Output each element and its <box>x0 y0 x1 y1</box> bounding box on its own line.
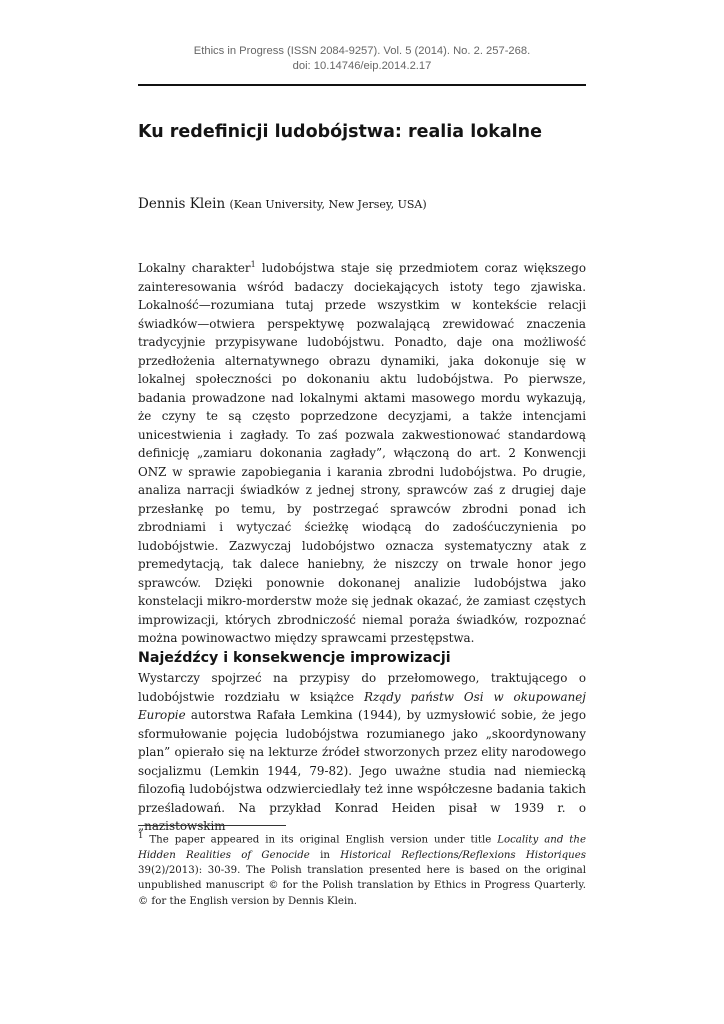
section-text-rest: autorstwa Rafała Lemkina (1944), by uzmysłowić sobie, że jego sformułowanie pojęcia ludobójstwa rozumianego jako „skoordynowany plan” opierało się na lekturze źródeł stworzonych przez elity narodowego socjalizmu (Lemkin 1944, 79-82). Jego uważne studia nad niemiecką filozofią ludobójstwa odzwierciedlały też inne współczesne badania takich prześladowań. Na przykład Konrad Heiden pisał w 1939 r. o „nazistowskim <box>138 708 586 833</box>
journal-citation: Ethics in Progress (ISSN 2084-9257). Vol. 5 (2014). No. 2. 257-268. <box>193 45 531 57</box>
running-header <box>138 44 586 74</box>
abstract-text-start: Lokalny charakter <box>138 261 251 275</box>
abstract-paragraph <box>138 259 586 648</box>
author-line <box>138 194 586 215</box>
author-affiliation: (Kean University, New Jersey, USA) <box>229 198 427 211</box>
footnote-original-title: Locality and the Hidden Realities of Genocide <box>138 834 586 861</box>
footnote-journal-title: Historical Reflections/Reflexions Historiques <box>340 849 586 861</box>
footnote <box>138 829 586 909</box>
author-name: Dennis Klein <box>138 196 226 212</box>
article-title: Ku redefinicji ludobójstwa: realia lokalne <box>138 122 542 142</box>
footnote-reference[interactable]: 1 <box>250 260 256 270</box>
footnote-separator <box>138 825 286 826</box>
header-rule <box>138 84 586 86</box>
book-title: Rządy państw Osi w okupowanej Europie <box>138 689 586 722</box>
footnote-text-2: in <box>309 849 341 861</box>
section-heading: Najeźdźcy i konsekwencje improwizacji <box>138 650 451 666</box>
footnote-marker: 1 <box>138 831 144 841</box>
footnote-text-3: 39(2)/2013): 30-39. The Polish translation presented here is based on the original unpublished manuscript © for the Polish translation by Ethics in Progress Quarterly. © for the English version by Dennis Klein. <box>138 864 586 907</box>
footnote-text-1: The paper appeared in its original English version under title <box>143 834 498 846</box>
doi-line: doi: 10.14746/eip.2014.2.17 <box>292 60 432 72</box>
section-paragraph <box>138 669 586 836</box>
abstract-text-rest: ludobójstwa staje się przedmiotem coraz większego zainteresowania wśród badaczy dociekających istoty tego zjawiska. Lokalność—rozumiana tutaj przede wszystkim w kontekście relacji świadków—otwiera perspektywę pozwalającą zrewidować znaczenia tradycyjnie przypisywane ludobójstwu. Ponadto, daje ona możliwość przedłożenia alternatywnego obrazu dynamiki, jaka dokonuje się w lokalnej społeczności po dokonaniu aktu ludobójstwa. Po pierwsze, badania prowadzone nad lokalnymi aktami masowego mordu wykazują, że czyny te są często poprzedzone decyzjami, a także intencjami unicestwienia i zagłady. To zaś pozwala zakwestionować standardową definicję „zamiaru dokonania zagłady”, włączoną do art. 2 Konwencji ONZ w sprawie zapobiegania i karania zbrodni ludobójstwa. Po drugie, analiza narracji świadków z jednej strony, sprawców zaś z drugiej daje przesłankę po temu, by postrzegać sprawców zbrodni ponad ich zbrodniami i wytyczać ścieżkę wiodącą do zadośćuczynienia po ludobójstwie. Zazwyczaj ludobójstwo oznacza systematyczny atak z premedytacją, tak dalece haniebny, że niszczy on trwale honor jego sprawców. Dzięki ponownie dokonanej analizie ludobójstwa jako konstelacji mikro-morderstw może się jednak okazać, że zamiast częstych improwizacji, których zbrodniczość niemal poraża świadków, rozpoznać można powinowactwo między sprawcami przestępstwa. <box>138 261 586 645</box>
section-text-start: Wystarczy spojrzeć na przypisy do przełomowego, traktującego o ludobójstwie rozdziału w książce <box>138 671 586 704</box>
